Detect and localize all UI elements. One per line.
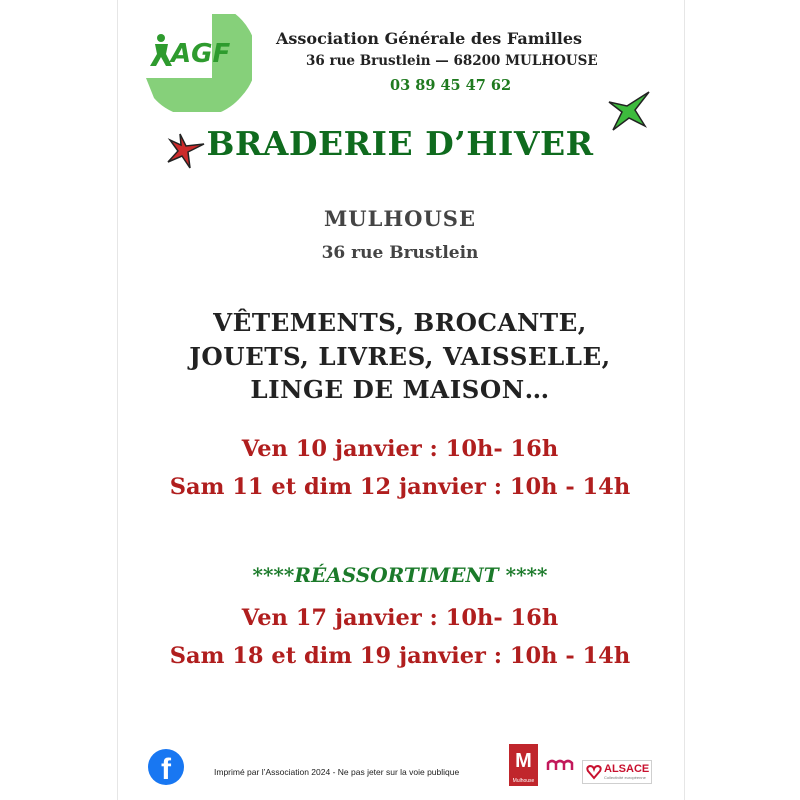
restock-suffix: **** (498, 563, 548, 587)
organization-name: Association Générale des Familles (276, 29, 583, 48)
items-line: VÊTEMENTS, BROCANTE, (213, 308, 587, 337)
date-line: Ven 10 janvier : 10h- 16h (241, 436, 559, 462)
alsace-subtitle: Collectivité européenne (604, 775, 646, 780)
mulhouse-logo (509, 744, 538, 786)
event-street: 36 rue Brustlein (321, 243, 479, 263)
alsace-word: ALSACE (604, 763, 650, 775)
items-list (0, 306, 800, 407)
agf-logo (146, 14, 252, 112)
organization-address: 36 rue Brustlein — 68200 MULHOUSE (306, 53, 598, 69)
restock-heading (0, 563, 800, 587)
mulhouse-logo-label: Mulhouse (512, 778, 535, 784)
logo-letters: AGF (171, 39, 231, 69)
alsace-logo (582, 760, 652, 784)
date-line: Sam 18 et dim 19 janvier : 10h - 14h (169, 643, 631, 669)
restock-label: RÉASSORTIMENT (294, 563, 499, 587)
date-line: Sam 11 et dim 12 janvier : 10h - 14h (169, 474, 631, 500)
items-line: JOUETS, LIVRES, VAISSELLE, (189, 341, 611, 371)
alsace-heart-icon (586, 764, 602, 780)
event-title: BRADERIE D’HIVER (206, 124, 594, 163)
mulhouse-logo-letter: M (515, 750, 532, 772)
facebook-icon[interactable]: f (148, 749, 184, 785)
date-line: Ven 17 janvier : 10h- 16h (241, 605, 559, 631)
event-city: MULHOUSE (324, 206, 476, 231)
phone-number: 03 89 45 47 62 (390, 77, 512, 94)
partner-logo-icon (546, 758, 576, 772)
items-line: LINGE DE MAISON… (250, 375, 550, 404)
print-notice: Imprimé par l’Association 2024 - Ne pas jeter sur la voie publique (214, 767, 460, 777)
restock-prefix: **** (252, 563, 295, 587)
